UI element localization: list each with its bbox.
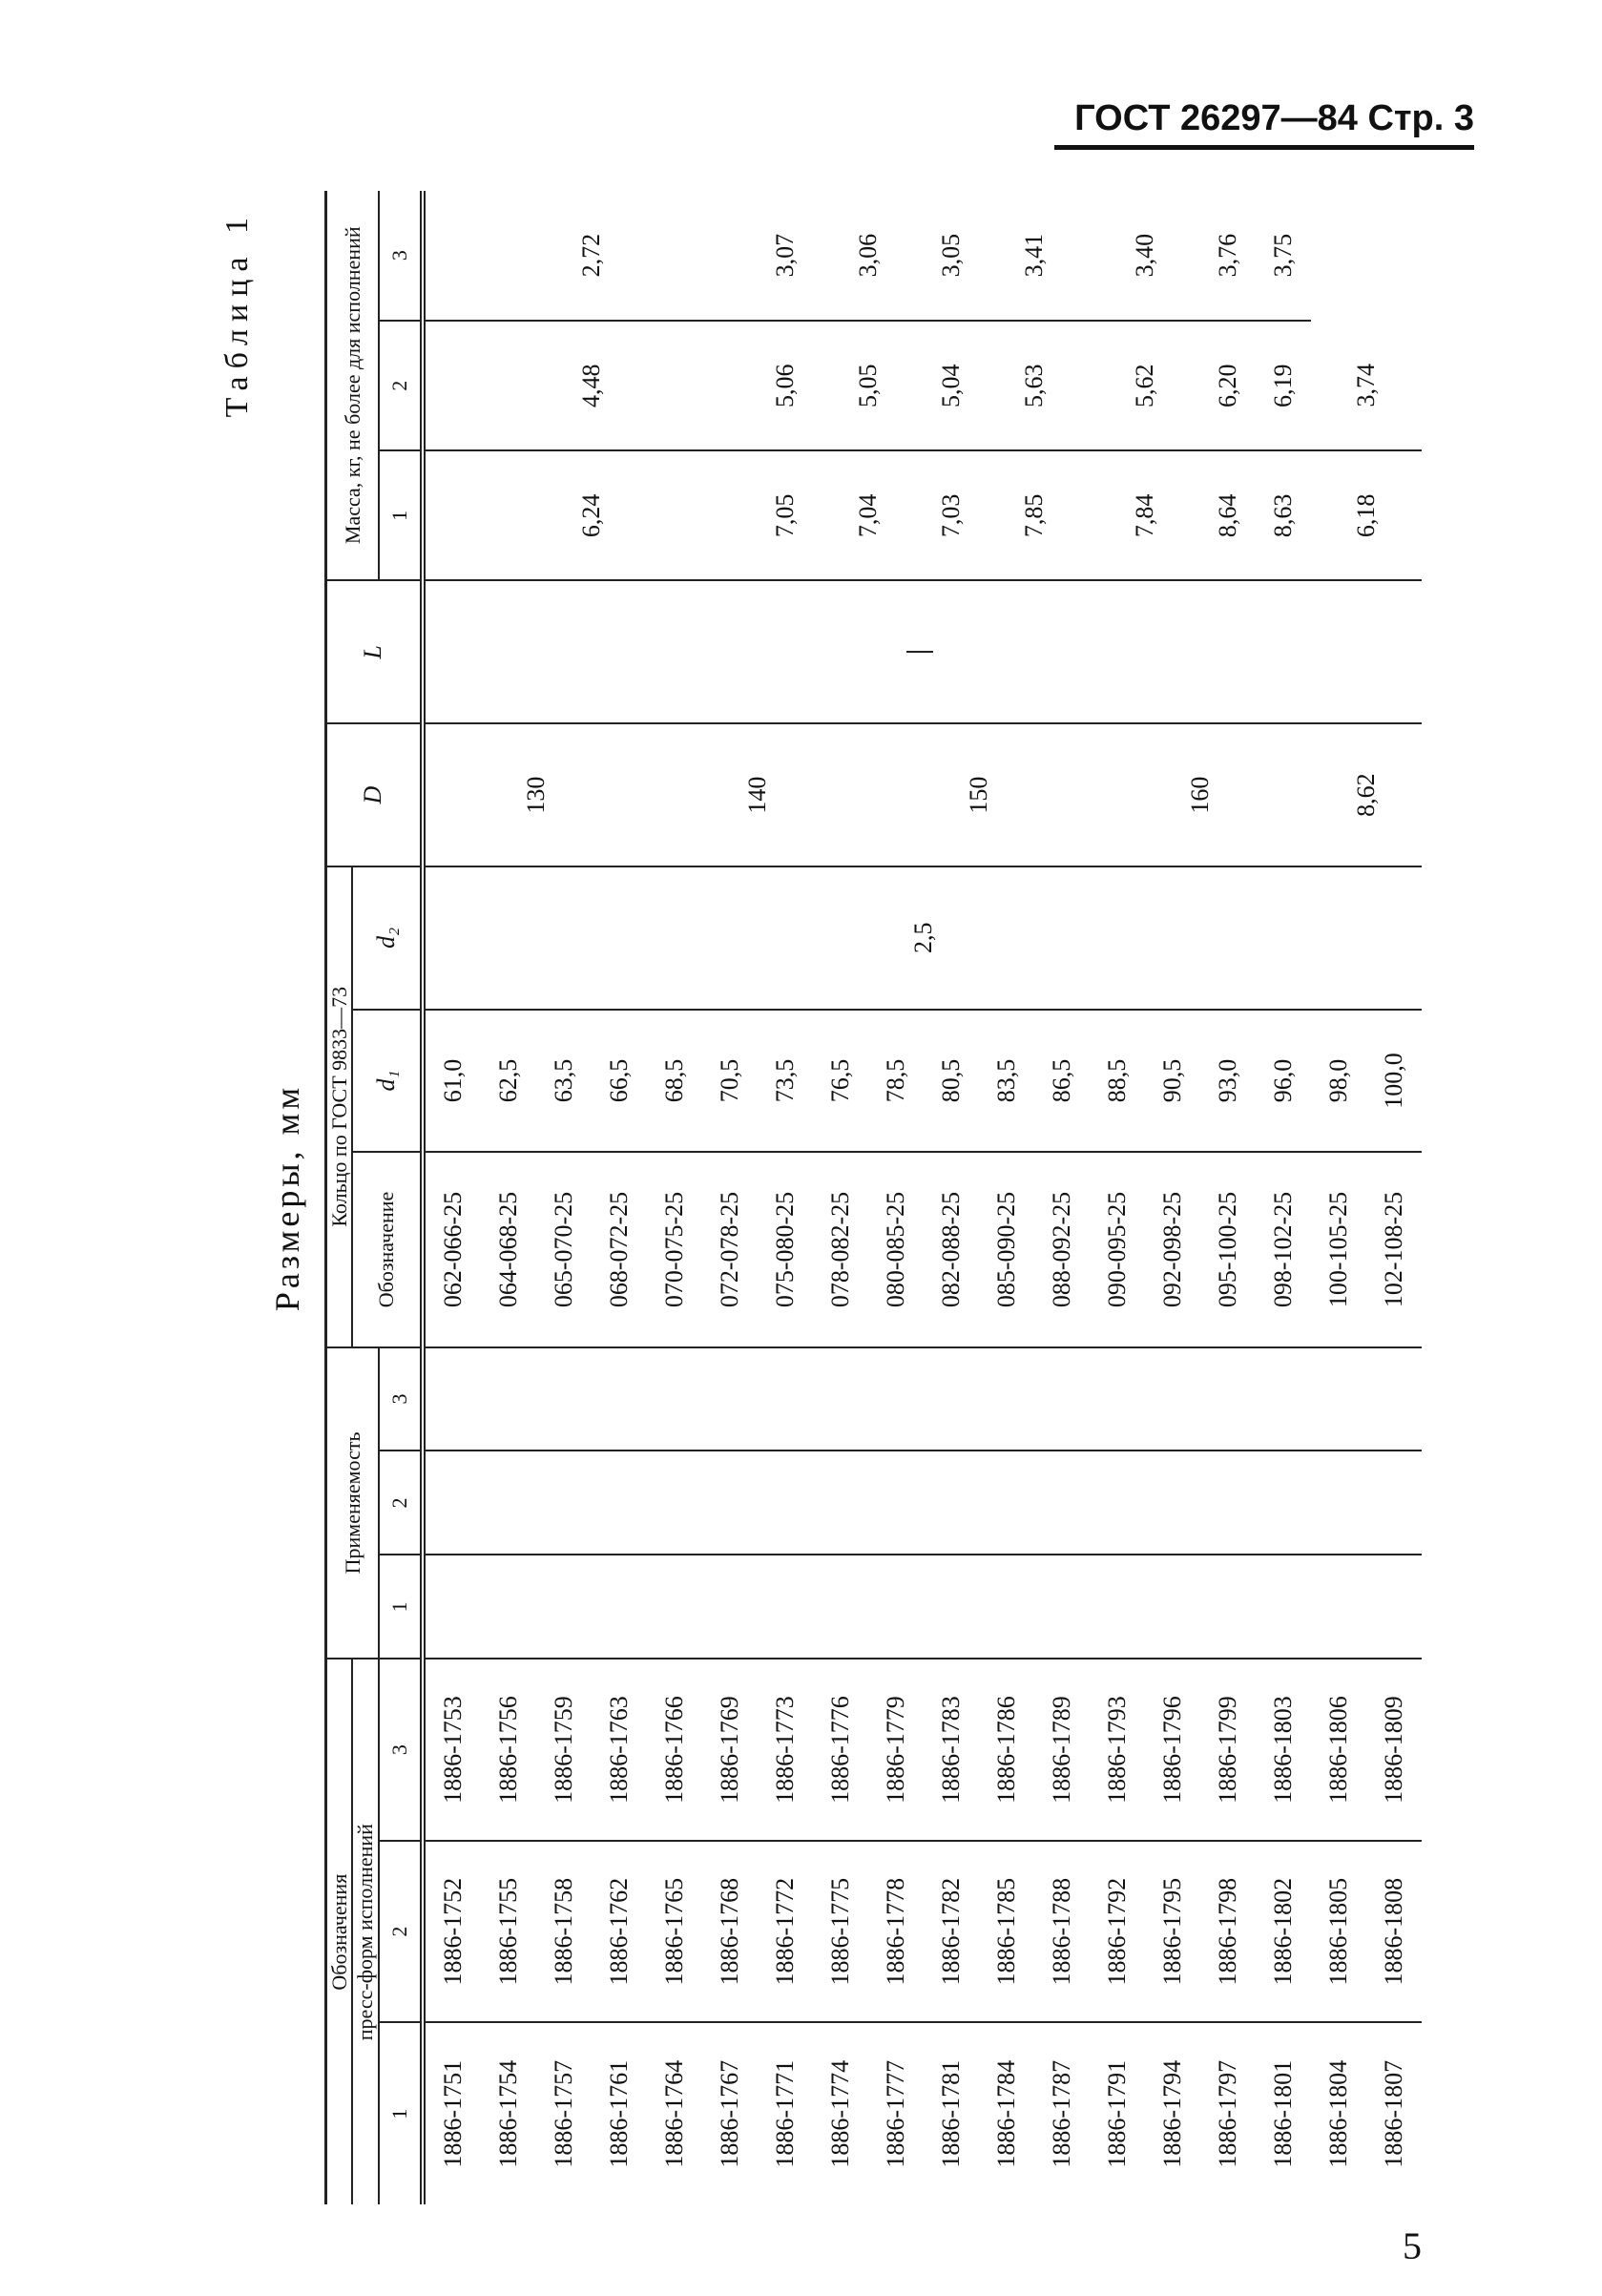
mass-version-2: 2 [379, 321, 423, 450]
mold-version-2-code: 1886-1762 [592, 1841, 647, 2023]
mold-version-3-code: 1886-1756 [481, 1659, 536, 1841]
applicability-3-cell [536, 1347, 592, 1451]
applicability-1-cell [758, 1555, 813, 1659]
mass-version-2-value: 4,48 [423, 321, 758, 450]
ring-designation: 090-095-25 [1090, 1152, 1145, 1346]
ring-d1: 100,0 [1366, 1010, 1422, 1153]
applicability-1-cell [536, 1555, 592, 1659]
D-value: 150 [868, 723, 1090, 866]
mold-version-2-code: 1886-1785 [979, 1841, 1034, 2023]
applicability-1-cell [1366, 1555, 1422, 1659]
applicability-3-cell [1311, 1347, 1366, 1451]
mold-version-1-code: 1886-1801 [1268, 2059, 1297, 2168]
mold-version-1-code: 1886-1804 [1323, 2059, 1352, 2168]
mold-version-3-code: 1886-1789 [1034, 1659, 1090, 1841]
ring-designation: 098-102-25 [1256, 1152, 1311, 1346]
mass-version-3-value: 2,72 [423, 191, 758, 321]
mold-version-2-code: 1886-1802 [1256, 1841, 1311, 2023]
d2-header: d₂ [352, 866, 422, 1010]
mass-version-2-value: 6,18 [1311, 450, 1422, 580]
mold-version-1-code: 1886-1751 [423, 2022, 481, 2204]
L-merged [423, 580, 1422, 723]
ring-designation-header: Обозначение [352, 1152, 422, 1346]
ring-designation: 102-108-25 [1366, 1152, 1422, 1346]
ring-designation: 085-090-25 [979, 1152, 1034, 1346]
D-value: 130 [423, 723, 647, 866]
ring-d1: 68,5 [647, 1010, 702, 1153]
ring-d1: 96,0 [1256, 1010, 1311, 1153]
mold-version-1-code: 1886-1764 [659, 2059, 688, 2168]
mass-version-1-value: 7,05 [758, 450, 813, 580]
ring-d1: 93,0 [1200, 1010, 1256, 1153]
table-body [423, 191, 1422, 2204]
mass-version-1-value: 8,62 [1311, 723, 1422, 866]
applicability-1-cell [813, 1555, 868, 1659]
applicability-3-cell [1256, 1347, 1311, 1451]
applicability-2-cell [481, 1451, 536, 1555]
mold-version-3-code: 1886-1776 [813, 1659, 868, 1841]
applicability-2-cell [1200, 1451, 1256, 1555]
ring-designation: 088-092-25 [1034, 1152, 1090, 1346]
mold-versions-header: пресс-форм исполнений [352, 1659, 378, 2204]
applicability-2-cell [592, 1451, 647, 1555]
mold-version-3-code: 1886-1809 [1366, 1659, 1422, 1841]
mass-version-2-value: 5,05 [813, 321, 924, 450]
ring-designation: 092-098-25 [1145, 1152, 1200, 1346]
applicability-1-cell [1034, 1555, 1090, 1659]
applicability-1-cell [647, 1555, 702, 1659]
mold-version-1-code: 1886-1771 [770, 2059, 799, 2168]
mold-version-3-code: 1886-1803 [1256, 1659, 1311, 1841]
mold-version-1-code: 1886-1754 [493, 2059, 522, 2168]
applicability-version-1: 1 [379, 1555, 423, 1659]
mold-version-2-code: 1886-1755 [481, 1841, 536, 2023]
applicability-3-cell [423, 1347, 481, 1451]
ring-d1: 88,5 [1090, 1010, 1145, 1153]
ring-designation: 082-088-25 [924, 1152, 979, 1346]
ring-designation: 080-085-25 [868, 1152, 924, 1346]
designations-header: Обозначения [326, 1659, 353, 2204]
ring-d1: 80,5 [924, 1010, 979, 1153]
mold-version-2-code: 1886-1792 [1090, 1841, 1145, 2023]
mold-version-1-code: 1886-1787 [1047, 2059, 1075, 2168]
mold-version-2-code: 1886-1752 [423, 1841, 481, 2023]
applicability-1-cell [924, 1555, 979, 1659]
designation-version-1: 1 [379, 2022, 423, 2204]
applicability-1-cell [1090, 1555, 1145, 1659]
ring-d1: 61,0 [423, 1010, 481, 1153]
mold-version-2-code: 1886-1765 [647, 1841, 702, 2023]
mass-version-2-value: 5,62 [1090, 321, 1200, 450]
mold-version-1-code: 1886-1767 [715, 2059, 743, 2168]
ring-designation: 068-072-25 [592, 1152, 647, 1346]
ring-d1: 73,5 [758, 1010, 813, 1153]
mold-version-2-code: 1886-1805 [1311, 1841, 1366, 2023]
applicability-1-cell [592, 1555, 647, 1659]
mold-version-1-code: 1886-1761 [604, 2059, 633, 2168]
table-title: Размеры, мм [268, 1083, 306, 1312]
ring-d1: 63,5 [536, 1010, 592, 1153]
D-value: 160 [1090, 723, 1311, 866]
ring-d1: 83,5 [979, 1010, 1034, 1153]
mold-version-3-code: 1886-1779 [868, 1659, 924, 1841]
table-row [813, 191, 868, 2204]
applicability-2-cell [813, 1451, 868, 1555]
ring-designation: 100-105-25 [1311, 1152, 1366, 1346]
ring-d1: 86,5 [1034, 1010, 1090, 1153]
mass-version-2-value: 6,19 [1256, 321, 1311, 450]
mold-version-3-code: 1886-1793 [1090, 1659, 1145, 1841]
applicability-3-cell [1366, 1347, 1422, 1451]
applicability-1-cell [702, 1555, 758, 1659]
mass-version-3-value: 3,76 [1200, 191, 1256, 321]
applicability-3-cell [647, 1347, 702, 1451]
applicability-2-cell [1145, 1451, 1200, 1555]
mass-version-1-value: 7,84 [1090, 450, 1200, 580]
mold-version-3-code: 1886-1786 [979, 1659, 1034, 1841]
applicability-3-cell [702, 1347, 758, 1451]
mold-version-3-code: 1886-1799 [1200, 1659, 1256, 1841]
applicability-1-cell [868, 1555, 924, 1659]
ring-designation: 072-078-25 [702, 1152, 758, 1346]
mass-version-2-value: 6,20 [1200, 321, 1256, 450]
ring-d1: 76,5 [813, 1010, 868, 1153]
ring-header: Кольцо по ГОСТ 9833—73 [326, 866, 353, 1347]
d1-header: d₁ [352, 1010, 422, 1153]
applicability-version-3: 3 [379, 1347, 423, 1451]
mold-version-3-code: 1886-1806 [1311, 1659, 1366, 1841]
ring-designation: 064-068-25 [481, 1152, 536, 1346]
mold-version-2-code: 1886-1788 [1034, 1841, 1090, 2023]
mold-version-2-code: 1886-1778 [868, 1841, 924, 2023]
applicability-1-cell [1200, 1555, 1256, 1659]
mass-version-3-value: 3,75 [1256, 191, 1311, 321]
applicability-3-cell [592, 1347, 647, 1451]
dimensions-table [324, 191, 1422, 2204]
applicability-2-cell [1311, 1451, 1366, 1555]
applicability-2-cell [536, 1451, 592, 1555]
mold-version-1-code: 1886-1777 [881, 2059, 909, 2168]
mold-version-2-code: 1886-1795 [1145, 1841, 1200, 2023]
table-row [1256, 191, 1311, 2204]
mold-version-1-code: 1886-1781 [936, 2059, 965, 2168]
mold-version-3-code: 1886-1763 [592, 1659, 647, 1841]
mold-version-3-code: 1886-1769 [702, 1659, 758, 1841]
applicability-1-cell [979, 1555, 1034, 1659]
applicability-2-cell [423, 1451, 481, 1555]
mold-version-1-code: 1886-1794 [1157, 2059, 1186, 2168]
applicability-version-2: 2 [379, 1451, 423, 1555]
table-row [758, 191, 813, 2204]
ring-designation: 095-100-25 [1200, 1152, 1256, 1346]
applicability-1-cell [481, 1555, 536, 1659]
applicability-3-cell [868, 1347, 924, 1451]
mass-version-2-value: 5,06 [758, 321, 813, 450]
applicability-3-cell [924, 1347, 979, 1451]
mold-version-3-code: 1886-1796 [1145, 1659, 1200, 1841]
applicability-2-cell [1256, 1451, 1311, 1555]
mass-version-2-value: 5,04 [924, 321, 979, 450]
designation-version-3: 3 [379, 1659, 423, 1841]
ring-d1: 90,5 [1145, 1010, 1200, 1153]
L-dash [906, 651, 933, 653]
applicability-1-cell [1145, 1555, 1200, 1659]
mass-version-2-value: 5,63 [979, 321, 1090, 450]
D-value: 140 [647, 723, 868, 866]
mold-version-2-code: 1886-1775 [813, 1841, 868, 2023]
table-row [924, 191, 979, 2204]
applicability-1-cell [1256, 1555, 1311, 1659]
applicability-header: Применяемость [326, 1347, 379, 1659]
applicability-2-cell [1090, 1451, 1145, 1555]
applicability-2-cell [979, 1451, 1034, 1555]
ring-d2-merged: 2,5 [423, 866, 1422, 1010]
table-row [1200, 191, 1256, 2204]
applicability-1-cell [423, 1555, 481, 1659]
applicability-3-cell [481, 1347, 536, 1451]
rotated-table-frame [219, 191, 1460, 2204]
mold-version-3-code: 1886-1783 [924, 1659, 979, 1841]
mass-version-3-value: 3,74 [1311, 321, 1422, 450]
applicability-2-cell [868, 1451, 924, 1555]
mass-version-1-value: 7,03 [924, 450, 979, 580]
applicability-2-cell [924, 1451, 979, 1555]
mold-version-1-code: 1886-1784 [991, 2059, 1020, 2168]
mold-version-1-code: 1886-1757 [549, 2059, 577, 2168]
table-row [979, 191, 1034, 2204]
mass-version-3-value: 3,06 [813, 191, 924, 321]
mass-version-3-value: 3,40 [1090, 191, 1200, 321]
mass-version-1-value: 6,24 [423, 450, 758, 580]
mold-version-1-code: 1886-1791 [1102, 2059, 1131, 2168]
mass-version-1-value: 8,63 [1256, 450, 1311, 580]
mold-version-2-code: 1886-1808 [1366, 1841, 1422, 2023]
applicability-3-cell [1090, 1347, 1145, 1451]
applicability-3-cell [1145, 1347, 1200, 1451]
table-label: Таблица 1 [219, 210, 255, 418]
mold-version-3-code: 1886-1766 [647, 1659, 702, 1841]
mass-version-3: 3 [379, 191, 423, 321]
ring-designation: 062-066-25 [423, 1152, 481, 1346]
applicability-3-cell [1200, 1347, 1256, 1451]
mass-version-1: 1 [379, 450, 423, 580]
applicability-2-cell [758, 1451, 813, 1555]
mold-version-3-code: 1886-1753 [423, 1659, 481, 1841]
table-row [423, 191, 481, 2204]
D-header: D [326, 723, 423, 866]
ring-d1: 98,0 [1311, 1010, 1366, 1153]
applicability-3-cell [758, 1347, 813, 1451]
applicability-2-cell [702, 1451, 758, 1555]
mold-version-3-code: 1886-1773 [758, 1659, 813, 1841]
ring-designation: 065-070-25 [536, 1152, 592, 1346]
applicability-2-cell [1034, 1451, 1090, 1555]
mold-version-2-code: 1886-1768 [702, 1841, 758, 2023]
ring-d1: 78,5 [868, 1010, 924, 1153]
ring-d1: 62,5 [481, 1010, 536, 1153]
designation-version-2: 2 [379, 1841, 423, 2023]
applicability-1-cell [1311, 1555, 1366, 1659]
mass-version-3-value: 3,05 [924, 191, 979, 321]
ring-d1: 70,5 [702, 1010, 758, 1153]
table-row [1090, 191, 1145, 2204]
table-row [1311, 191, 1366, 2204]
applicability-3-cell [813, 1347, 868, 1451]
mold-version-1-code: 1886-1774 [825, 2059, 854, 2168]
ring-designation: 075-080-25 [758, 1152, 813, 1346]
mass-version-1-value: 8,64 [1200, 450, 1256, 580]
mold-version-2-code: 1886-1782 [924, 1841, 979, 2023]
mass-version-3-value: 3,07 [758, 191, 813, 321]
mass-version-1-value: 7,04 [813, 450, 924, 580]
mold-version-1-code: 1886-1807 [1379, 2059, 1407, 2168]
mold-version-1-code: 1886-1797 [1213, 2059, 1241, 2168]
applicability-2-cell [1366, 1451, 1422, 1555]
mold-version-2-code: 1886-1772 [758, 1841, 813, 2023]
header-text: ГОСТ 26297—84 Стр. 3 [1074, 97, 1474, 138]
mass-version-3-value: 3,41 [979, 191, 1090, 321]
L-header: L [326, 580, 423, 723]
mass-header: Масса, кг, не более для исполнений [326, 191, 379, 580]
ring-designation: 078-082-25 [813, 1152, 868, 1346]
page-number: 5 [1403, 2224, 1422, 2267]
ring-d1: 66,5 [592, 1010, 647, 1153]
applicability-3-cell [1034, 1347, 1090, 1451]
applicability-2-cell [647, 1451, 702, 1555]
mold-version-2-code: 1886-1798 [1200, 1841, 1256, 2023]
mold-version-3-code: 1886-1759 [536, 1659, 592, 1841]
page-header [1054, 92, 1474, 150]
applicability-3-cell [979, 1347, 1034, 1451]
mold-version-2-code: 1886-1758 [536, 1841, 592, 2023]
ring-designation: 070-075-25 [647, 1152, 702, 1346]
mass-version-1-value: 7,85 [979, 450, 1090, 580]
